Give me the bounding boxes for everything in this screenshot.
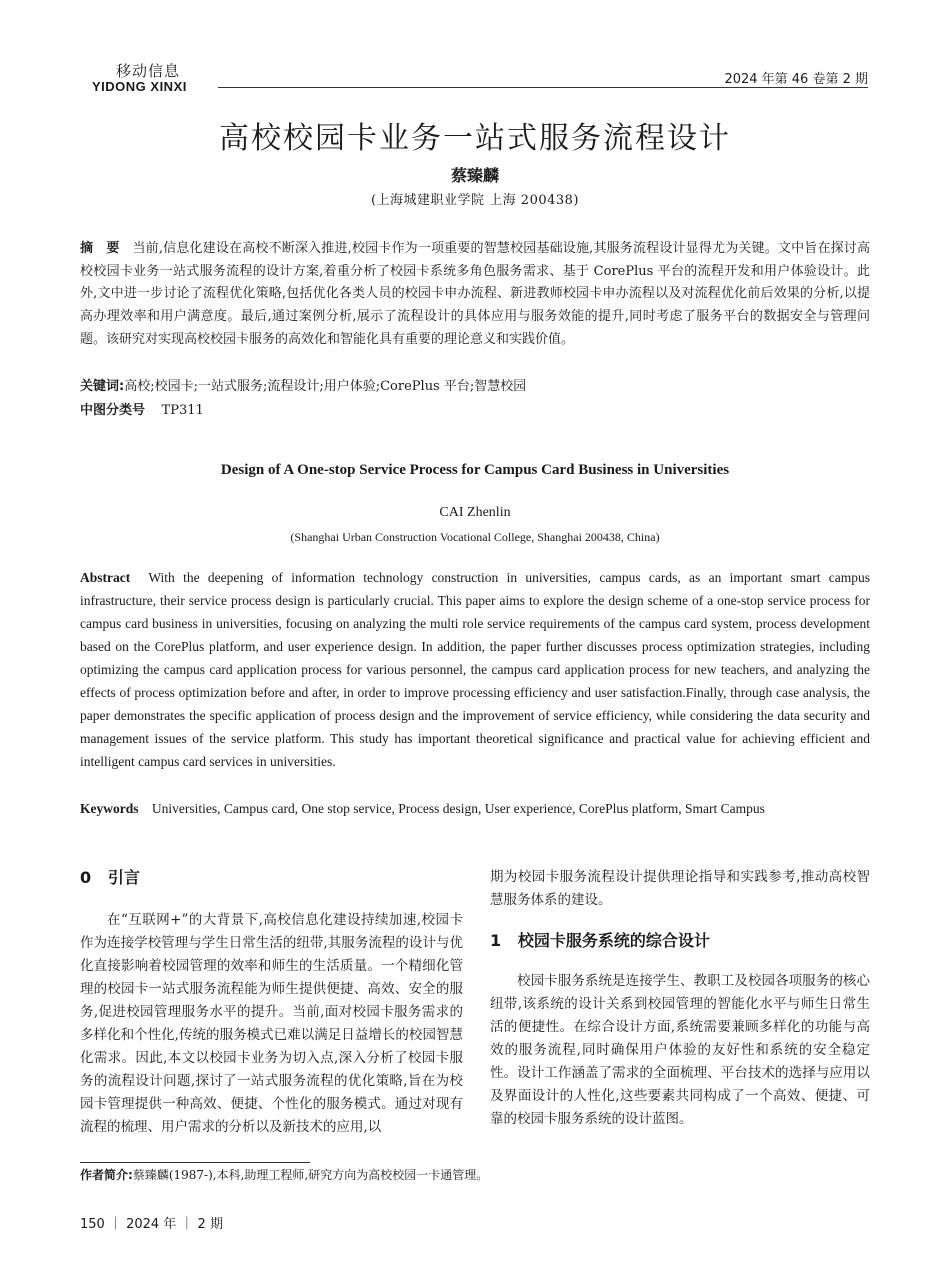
keywords-en-text: Universities, Campus card, One stop service, Process design, User experience, CorePlus platform, Smart Campus xyxy=(151,801,765,816)
keywords-cn-text: 高校;校园卡;一站式服务;流程设计;用户体验;CorePlus 平台;智慧校园 xyxy=(124,379,527,394)
abstract-cn-text: 当前,信息化建设在高校不断深入推进,校园卡作为一项重要的智慧校园基础设施,其服务流程设计显得尤为关键。文中旨在探讨高校校园卡业务一站式服务流程的设计方案,着重分析了校园卡系统多角色服务需求、基于 CorePlus 平台的流程开发和用户体验设计。此外,文中进一步讨论了流程优化策略,包括优化各类人员的校园卡申办流程、新进教师校园卡申办流程以及对流程优化前后效果的分析,以提高办理效率和用户满意度。最后,通过案例分析,展示了流程设计的具体应用与服务效能的提升,同时考虑了服务平台的数据安全与管理问题。该研究对实现高校校园卡服务的高效化和智能化具有重要的理论意义和实践价值。 xyxy=(80,241,870,347)
footnote-label: 作者简介: xyxy=(80,1168,133,1182)
header-rule xyxy=(218,87,868,88)
right-column xyxy=(490,866,870,1131)
keywords-cn-label: 关键词: xyxy=(80,379,125,394)
abstract-cn xyxy=(80,238,870,352)
page-title-en: Design of A One-stop Service Process for Campus Card Business in Universities xyxy=(220,462,730,478)
author-bio-footnote xyxy=(80,1166,488,1184)
section-0-title: 引言 xyxy=(107,868,140,887)
classification-label: 中图分类号 xyxy=(80,403,146,418)
footnote-rule xyxy=(80,1162,310,1163)
abstract-en xyxy=(80,566,870,773)
keywords-en-label: Keywords xyxy=(80,801,139,816)
author-en: CAI Zhenlin xyxy=(439,505,511,520)
footnote-text: 蔡臻麟(1987-),本科,助理工程师,研究方向为高校校园一卡通管理。 xyxy=(132,1168,489,1182)
keywords-en xyxy=(80,797,870,820)
classification xyxy=(80,400,870,422)
section-0-paragraph-cont: 期为校园卡服务流程设计提供理论指导和实践参考,推动高校智慧服务体系的建设。 xyxy=(490,869,870,908)
section-0-paragraph: 在“互联网+”的大背景下,高校信息化建设持续加速,校园卡作为连接学校管理与学生日常生活的纽带,其服务流程的设计与优化直接影响着校园管理的效率和师生的生活质量。一个精细化管理的校园卡一站式服务流程能为师生提供便捷、高效、安全的服务,促进校园管理服务水平的提升。当前,面对校园卡服务需求的多样化和个性化,传统的服务模式已难以满足日益增长的校园智慧化需求。因此,本文以校园卡业务为切入点,深入分析了校园卡服务的流程设计问题,探讨了一站式服务流程的优化策略,旨在为校园卡管理提供一种高效、便捷、个性化的服务模式。通过对现有流程的梳理、用户需求的分析以及新技术的应用,以 xyxy=(80,912,463,1135)
affiliation-cn: (上海城建职业学院 上海 200438) xyxy=(370,193,580,208)
section-1-title: 校园卡服务系统的综合设计 xyxy=(517,931,710,950)
keywords-cn xyxy=(80,376,870,398)
abstract-en-label: Abstract xyxy=(80,570,131,585)
affiliation-en: (Shanghai Urban Construction Vocational College, Shanghai 200438, China) xyxy=(290,530,660,544)
page-footer: 150 ｜ 2024 年 ｜ 2 期 xyxy=(80,1217,223,1232)
issue-info: 2024 年第 46 卷第 2 期 xyxy=(724,72,868,87)
abstract-en-text: With the deepening of information technology construction in universities, campus cards, as an important smart campus infrastructure, their service process design is particularly crucial. This paper aims to explore the design scheme of a one-stop service process for campus card business in universities, focusing on analyzing the multi role service requirements of the campus card system, process development based on the CorePlus platform, and user experience design. In addition, the paper further discusses process optimization strategies, including optimizing the campus card application process for various personnel, the campus card application process for new teachers, and analyzing the effects of process optimization before and after, in order to improve processing efficiency and user satisfaction.Finally, through case analysis, the paper demonstrates the specific application of process design and the improvement of service efficiency, while considering the data security and management issues of the service platform. This study has important theoretical significance and practical value for achieving efficient and intelligent campus card services in universities. xyxy=(80,570,871,769)
section-1-heading xyxy=(490,929,870,952)
abstract-cn-label: 摘 要 xyxy=(80,241,120,256)
journal-name-en: YIDONG XINXI xyxy=(92,79,187,94)
classification-code: TP311 xyxy=(161,403,204,418)
section-1-paragraph: 校园卡服务系统是连接学生、教职工及校园各项服务的核心纽带,该系统的设计关系到校园管理的智能化水平与师生日常生活的便捷性。在综合设计方面,系统需要兼顾多样化的功能与高效的服务流程,同时确保用户体验的友好性和系统的安全稳定性。设计工作涵盖了需求的全面梳理、平台技术的选择与应用以及界面设计的人性化,这些要素共同构成了一个高效、便捷、可靠的校园卡服务系统的设计蓝图。 xyxy=(490,973,870,1127)
page-title-cn: 高校校园卡业务一站式服务流程设计 xyxy=(219,121,731,156)
section-0 xyxy=(80,866,463,1139)
author-cn: 蔡臻麟 xyxy=(450,166,499,185)
section-0-number: 0 xyxy=(80,868,92,887)
section-0-heading xyxy=(80,866,463,889)
journal-name-cn: 移动信息 xyxy=(116,62,181,80)
section-1-number: 1 xyxy=(490,931,502,950)
